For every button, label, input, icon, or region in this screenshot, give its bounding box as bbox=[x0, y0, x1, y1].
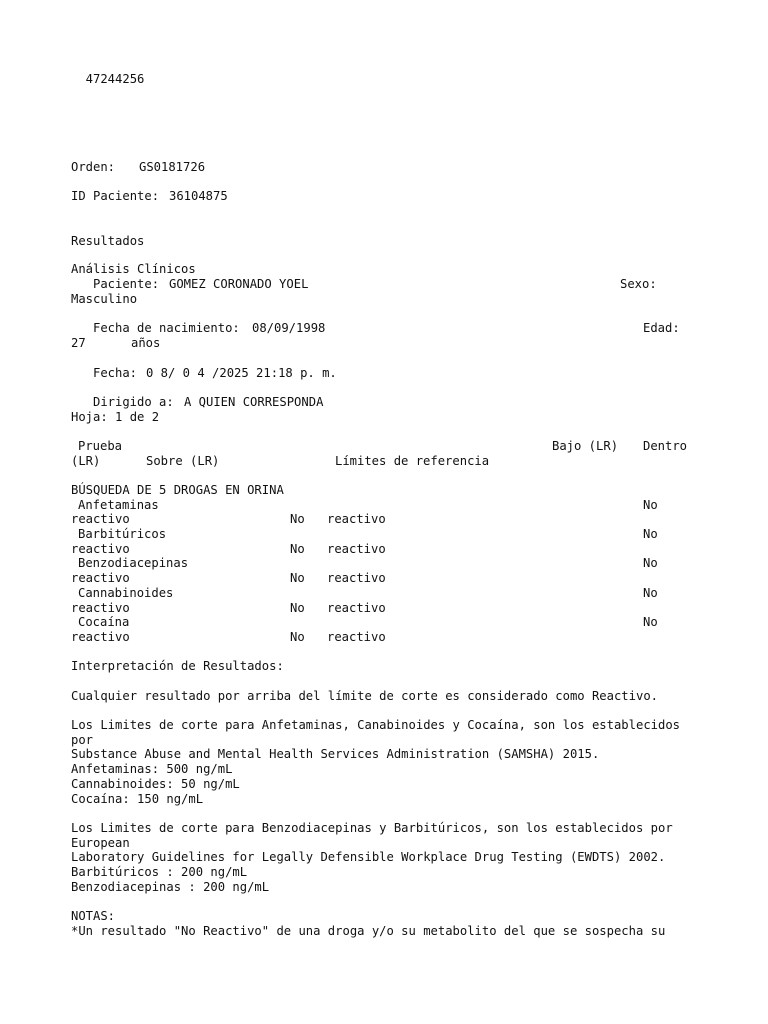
column-header-within-cont: (LR) bbox=[71, 454, 101, 468]
cutoff-value: Barbitúricos : 200 ng/mL bbox=[71, 865, 248, 879]
age-value: 27 bbox=[71, 336, 86, 350]
notes-line: *Un resultado "No Reactivo" de una droga y/o su metabolito del que se sospecha su bbox=[71, 924, 666, 938]
report-date-value: 0 8/ 0 4 /2025 21:18 p. m. bbox=[146, 366, 337, 380]
table-row-reference-cont: reactivo bbox=[327, 601, 386, 615]
table-row-result: No bbox=[643, 586, 658, 600]
order-label: Orden: bbox=[71, 160, 116, 174]
department-name: Análisis Clínicos bbox=[71, 262, 196, 276]
page-indicator: Hoja: 1 de 2 bbox=[71, 410, 160, 424]
table-row-reference-cont: reactivo bbox=[327, 512, 386, 526]
table-row-reference-cont: reactivo bbox=[327, 630, 386, 644]
document-code: 47244256 bbox=[71, 72, 145, 86]
cutoff-ewdts-line: Los Limites de corte para Benzodiacepinas y Barbitúricos, son los establecidos por bbox=[71, 821, 673, 835]
patient-name: GOMEZ CORONADO YOEL bbox=[169, 277, 309, 291]
cutoff-samsha-line: Los Limites de corte para Anfetaminas, Canabinoides y Cocaína, son los establecidos bbox=[71, 718, 681, 732]
column-header-within: Dentro bbox=[643, 439, 688, 453]
table-row-reference: No bbox=[290, 630, 305, 644]
table-row-reference: No bbox=[290, 542, 305, 556]
table-row-result-cont: reactivo bbox=[71, 542, 130, 556]
table-row-result-cont: reactivo bbox=[71, 601, 130, 615]
table-row-test: Anfetaminas bbox=[78, 498, 159, 512]
table-row-result: No bbox=[643, 615, 658, 629]
section-title: Resultados bbox=[71, 234, 145, 248]
sex-label: Sexo: bbox=[620, 277, 657, 291]
panel-title: BÚSQUEDA DE 5 DROGAS EN ORINA bbox=[71, 483, 284, 497]
notes-title: NOTAS: bbox=[71, 909, 116, 923]
addressed-to-value: A QUIEN CORRESPONDA bbox=[184, 395, 324, 409]
interpretation-title: Interpretación de Resultados: bbox=[71, 659, 284, 673]
table-row-result-cont: reactivo bbox=[71, 571, 130, 585]
column-header-test: Prueba bbox=[78, 439, 123, 453]
table-row-test: Benzodiacepinas bbox=[78, 556, 189, 570]
order-number: GS0181726 bbox=[139, 160, 206, 174]
column-header-reference: Límites de referencia bbox=[335, 454, 490, 468]
patient-name-label: Paciente: bbox=[93, 277, 160, 291]
addressed-to-label: Dirigido a: bbox=[93, 395, 174, 409]
table-row-reference: No bbox=[290, 601, 305, 615]
table-row-result: No bbox=[643, 498, 658, 512]
column-header-low: Bajo (LR) bbox=[552, 439, 619, 453]
cutoff-ewdts-line: European bbox=[71, 836, 130, 850]
table-row-result-cont: reactivo bbox=[71, 630, 130, 644]
cutoff-ewdts-line: Laboratory Guidelines for Legally Defensible Workplace Drug Testing (EWDTS) 2002. bbox=[71, 850, 666, 864]
table-row-reference-cont: reactivo bbox=[327, 571, 386, 585]
lab-report-document bbox=[71, 0, 761, 1024]
table-row-test: Cocaína bbox=[78, 615, 130, 629]
report-date-label: Fecha: bbox=[93, 366, 138, 380]
cutoff-value: Benzodiacepinas : 200 ng/mL bbox=[71, 880, 270, 894]
cutoff-samsha-line: por bbox=[71, 733, 94, 747]
table-row-result-cont: reactivo bbox=[71, 512, 130, 526]
table-row-reference-cont: reactivo bbox=[327, 542, 386, 556]
sex-value: Masculino bbox=[71, 292, 138, 306]
column-header-above: Sobre (LR) bbox=[146, 454, 220, 468]
age-label: Edad: bbox=[643, 321, 680, 335]
cutoff-value: Cannabinoides: 50 ng/mL bbox=[71, 777, 240, 791]
age-unit: años bbox=[131, 336, 161, 350]
dob-value: 08/09/1998 bbox=[252, 321, 326, 335]
table-row-result: No bbox=[643, 527, 658, 541]
patient-id-value: 36104875 bbox=[169, 189, 228, 203]
cutoff-samsha-line: Substance Abuse and Mental Health Services Administration (SAMSHA) 2015. bbox=[71, 747, 600, 761]
dob-label: Fecha de nacimiento: bbox=[93, 321, 240, 335]
table-row-test: Cannabinoides bbox=[78, 586, 174, 600]
interpretation-paragraph: Cualquier resultado por arriba del límite de corte es considerado como Reactivo. bbox=[71, 689, 658, 703]
table-row-reference: No bbox=[290, 571, 305, 585]
table-row-result: No bbox=[643, 556, 658, 570]
cutoff-value: Anfetaminas: 500 ng/mL bbox=[71, 762, 233, 776]
patient-id-label: ID Paciente: bbox=[71, 189, 160, 203]
cutoff-value: Cocaína: 150 ng/mL bbox=[71, 792, 204, 806]
table-row-test: Barbitúricos bbox=[78, 527, 167, 541]
table-row-reference: No bbox=[290, 512, 305, 526]
